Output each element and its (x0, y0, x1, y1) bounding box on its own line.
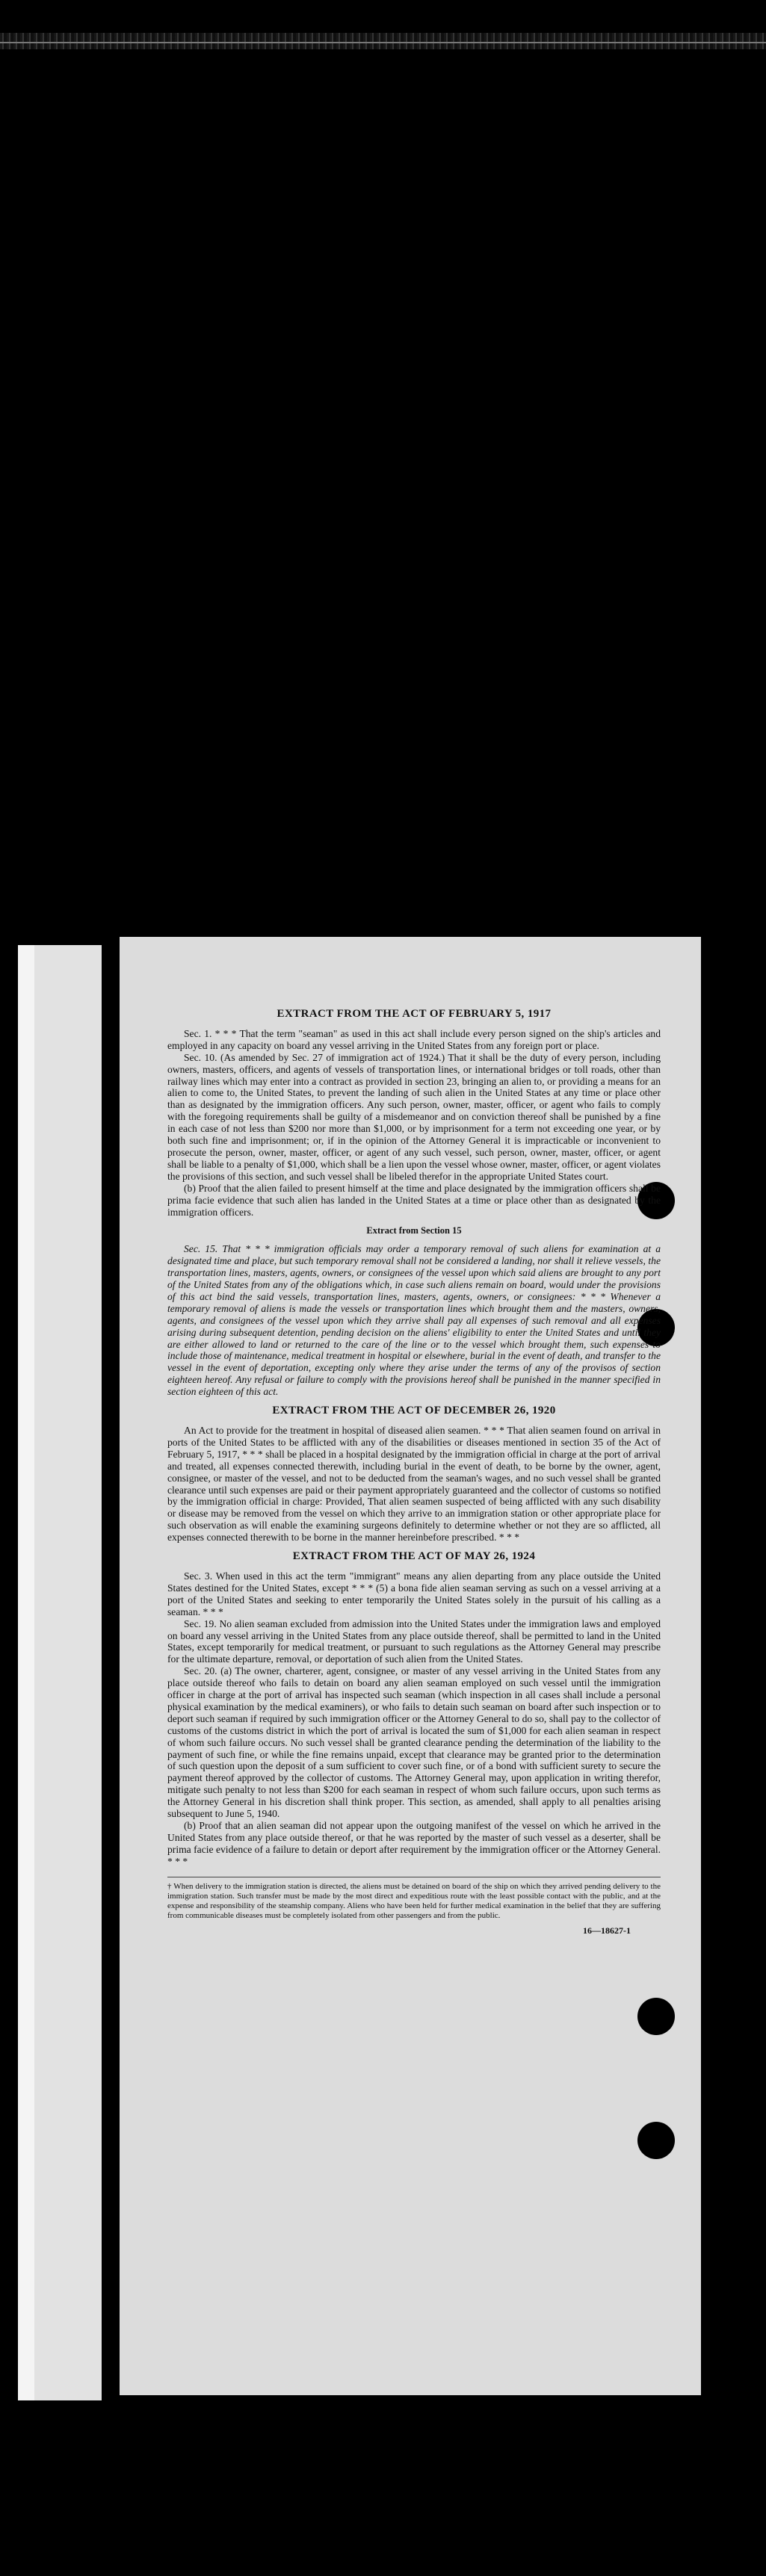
subheading-section-15: Extract from Section 15 (366, 1225, 462, 1236)
section-3-paragraph: Sec. 3. When used in this act the term "immigrant" means any alien departing from any place outside the United States destined for the United States, except * * * (5) a bona fide alien seaman serving as such on a vessel arriving at a port of the United States and seeking to enter temporarily the United States solely in the pursuit of his calling as a seaman. * * * (167, 1570, 661, 1617)
adjacent-page-edge (18, 945, 102, 2400)
section-10b-paragraph: (b) Proof that the alien failed to present himself at the time and place designated by the immigration officers shall be prima facie evidence that such alien has landed in the United States at a time or place other than as designated by the immigration officers. (167, 1182, 661, 1218)
heading-act-1920: EXTRACT FROM THE ACT OF DECEMBER 26, 1920 (272, 1405, 556, 1417)
section-19-paragraph: Sec. 19. No alien seaman excluded from admission into the United States under the immigration laws and employed on board any vessel arriving in the United States from any place outside thereof, shall be permitted to land in the United States, except temporarily for medical treatment, or pursuant to such regulations as the Attorney General may prescribe for the ultimate departure, removal, or deportation of such alien from the United States. (167, 1617, 661, 1665)
section-1-paragraph: Sec. 1. * * * That the term "seaman" as used in this act shall include every person signed on the ship's articles and employed in any capacity on board any vessel arriving in the United States from any foreign port or place. (167, 1027, 661, 1051)
section-20b-paragraph: (b) Proof that an alien seaman did not appear upon the outgoing manifest of the vessel on which he arrived in the United States from any place outside thereof, or that he was reported by the master of such vessel as a deserter, shall be prima facie evidence of a failure to detain or deport after requirement by the immigration officer or the Attorney General. * * * (167, 1820, 661, 1867)
section-10-paragraph: Sec. 10. (As amended by Sec. 27 of immigration act of 1924.) That it shall be the duty of every person, including owners, masters, officers, and agents of vessels of transportation lines, or international bridges or toll roads, other than railway lines which may enter into a contract as provided in section 23, bringing an alien to, or providing a means for an alien to come to, the United States, to prevent the landing of such alien in the United States at any time or place other than as designated by the immigration officers. Any such person, owner, master, officer, or agent who fails to comply with the foregoing requirements shall be guilty of a misdemeanor and on conviction thereof shall be punished by a fine in each case of not less than $200 nor more than $1,000, or by imprisonment for a term not exceeding one year, or by both such fine and imprisonment; or, if in the opinion of the Attorney General it is impracticable or inconvenient to prosecute the person, owner, master, officer, or agent of any such vessel, such person, owner, master, officer, or agent shall be liable to a penalty of $1,000, which shall be a lien upon the vessel whose owner, master, officer, or agent violates the provisions of this section, and such vessel shall be libeled therefor in the appropriate United States court. (167, 1051, 661, 1182)
heading-act-1917: EXTRACT FROM THE ACT OF FEBRUARY 5, 1917 (277, 1008, 552, 1020)
footnote: † When delivery to the immigration station is directed, the aliens must be detained on board of the ship on which they arrived pending delivery to the immigration station. Such transfer must be made by the most direct and expeditious route with the least possible contact with the public, and at the expense and responsibility of the steamship company. Aliens who have been held for further medical examination in the belief that they are suffering from communicable diseases must be completely isolated from other passengers and from the public. (167, 1877, 661, 1921)
punch-hole (637, 2122, 675, 2159)
form-number: 16—18627-1 (583, 1925, 631, 1936)
act-1920-paragraph: An Act to provide for the treatment in hospital of diseased alien seamen. * * * That alien seamen found on arrival in ports of the United States to be afflicted with any of the disabilities or diseases mentioned in section 35 of the Act of February 5, 1917, * * * shall be placed in a hospital designated by the immigration official in charge at the port of arrival and treated, all expenses connected therewith, including burial in the event of death, to be borne by the owner, agent, consignee, or master of the vessel, and not to be deducted from the seaman's wages, and no such vessel shall be granted clearance until such expenses are paid or their payment appropriately guaranteed and the collector of customs so notified by the immigration official in charge: Provided, That alien seamen suspected of being afflicted with any such disability or disease may be removed from the vessel on which they arrive to an immigration station or other appropriate place for such observation as will enable the examining surgeons definitely to determine whether or not they are so afflicted, all expenses connected therewith to be borne in the manner hereinbefore prescribed. * * * (167, 1425, 661, 1544)
document-page (120, 937, 701, 2395)
heading-act-1924: EXTRACT FROM THE ACT OF MAY 26, 1924 (292, 1550, 536, 1563)
adjacent-page-band (18, 945, 34, 2400)
film-edge-line (0, 42, 766, 43)
punch-hole (637, 1998, 675, 2035)
document-body (167, 1009, 661, 1937)
film-edge-strip (0, 33, 766, 49)
section-20-paragraph: Sec. 20. (a) The owner, charterer, agent, consignee, or master of any vessel arriving in the United States from any place outside thereof who fails to detain on board any alien seaman employed on such vessel until the immigration officer in charge at the port of arrival has inspected such seaman (which inspection in all cases shall include a personal physical examination by the medical examiners), or who fails to detain such seaman on board after such inspection or to deport such seaman if required by such immigration officer or the Attorney General to do so, shall pay to the collector of customs of the customs district in which the port of arrival is located the sum of $1,000 for each alien seaman in respect of whom such failure occurs. No such vessel shall be granted clearance pending the determination of the liability to the payment of such fine, or while the fine remains unpaid, except that clearance may be granted prior to the determination of such question upon the deposit of a sum sufficient to cover such fine, or of a bond with sufficient surety to secure the payment thereof approved by the collector of customs. The Attorney General may, upon application in writing therefor, mitigate such penalty to not less than $200 for each seaman in respect of whom such failure occurs, upon such terms as the Attorney General in his discretion shall think proper. This section, as amended, shall apply to all penalties arising subsequent to June 5, 1940. (167, 1665, 661, 1820)
section-15-paragraph: Sec. 15. That * * * immigration officials may order a temporary removal of such aliens for examination at a designated time and place, but such temporary removal shall not be considered a landing, nor shall it relieve vessels, the transportation lines, masters, agents, owners, or consignees of the vessel upon which said aliens are brought to any port of the United States from any of the obligations which, in case such aliens remain on board, would under the provisions of this act bind the said vessels, transportation lines, masters, agents, owners, or consignees: * * * Whenever a temporary removal of aliens is made the vessels or transportation lines which brought them and the masters, owners, agents, and consignees of the vessel upon which they arrive shall pay all expenses of such removal and all expenses arising during subsequent detention, pending decision on the aliens' eligibility to enter the United States and until they are either allowed to land or returned to the care of the line or to the vessel which brought them, such expenses to include those of maintenance, medical treatment in hospital or elsewhere, burial in the event of death, and transfer to the vessel in the event of deportation, excepting only where they arise under the terms of any of the provisos of section eighteen hereof. Any refusal or failure to comply with the provisions hereof shall be punished in the manner specified in section eighteen of this act. (167, 1243, 661, 1398)
